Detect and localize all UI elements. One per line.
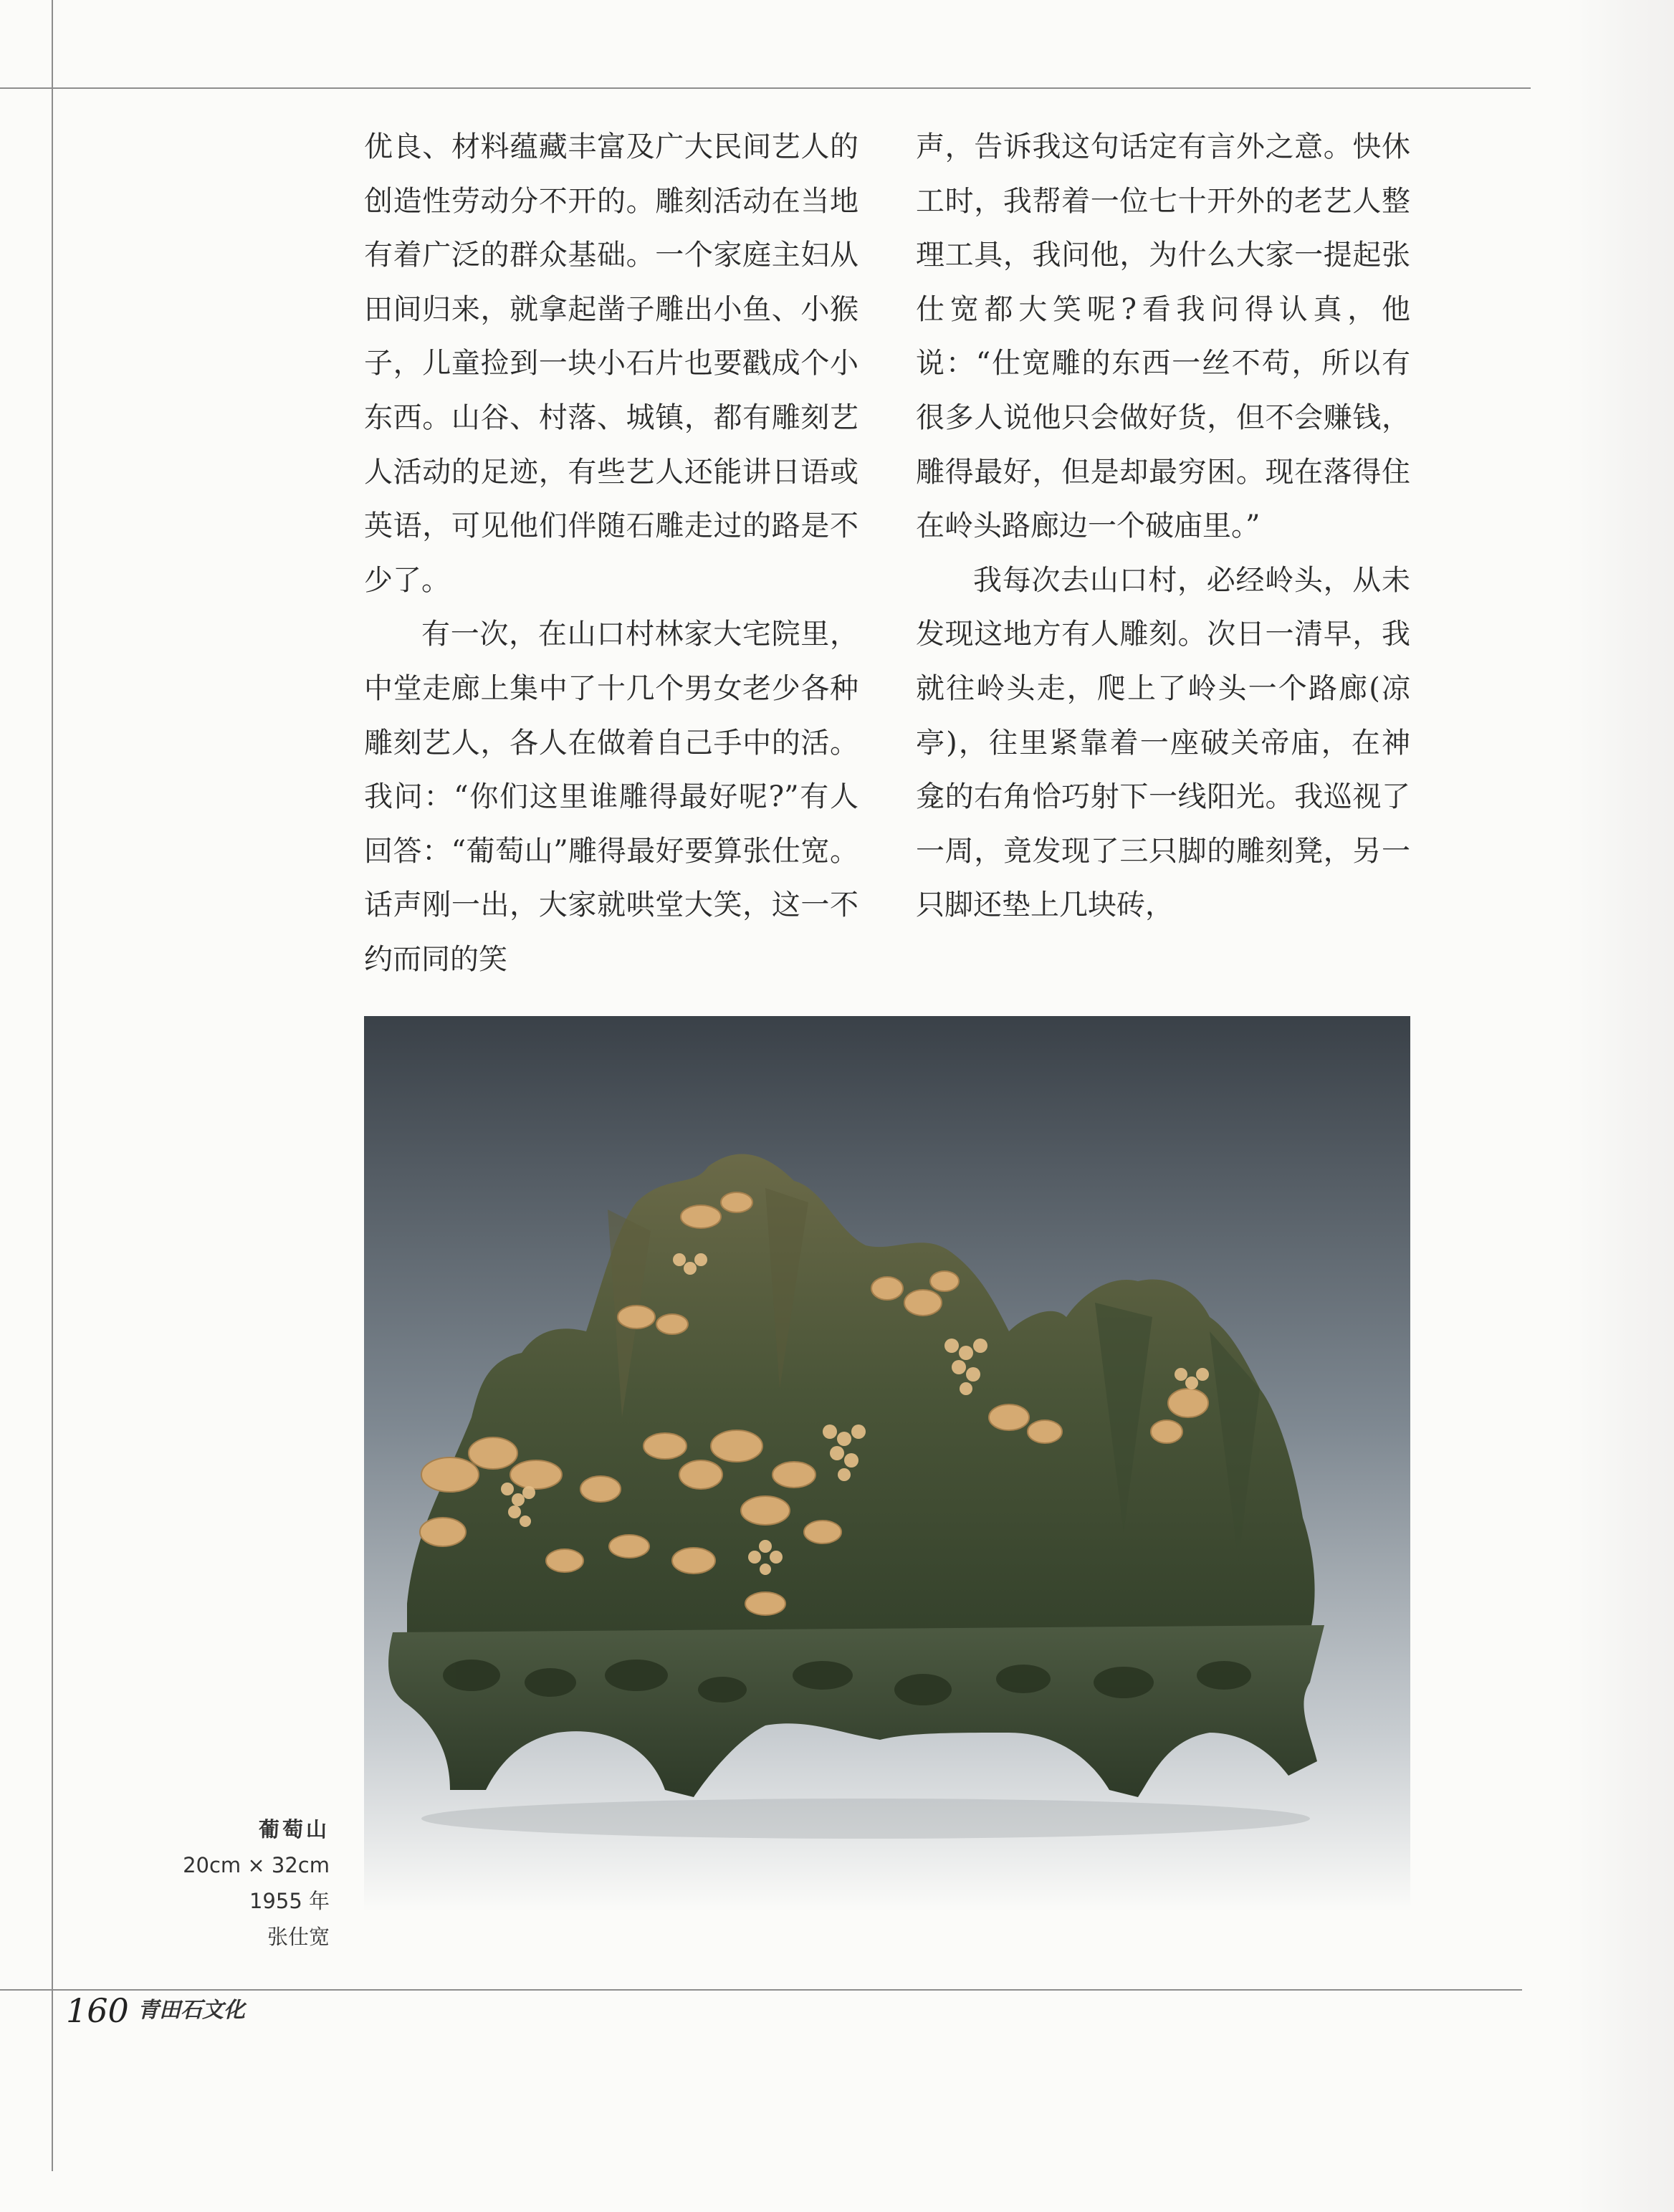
caption-title: 葡萄山 bbox=[258, 1817, 330, 1842]
scan-shadow bbox=[1567, 0, 1674, 2212]
grape-mountain-carving-photo bbox=[364, 1016, 1410, 1912]
caption-dimensions: 20cm × 32cm bbox=[183, 1853, 330, 1877]
header-rule bbox=[0, 87, 1531, 89]
caption-artist: 张仕宽 bbox=[267, 1925, 330, 1949]
photo-caption bbox=[129, 1811, 330, 1955]
paragraph: 优良、材料蕴藏丰富及广大民间艺人的创造性劳动分不开的。雕刻活动在当地有着广泛的群众基础。一个家庭主妇从田间归来，就拿起凿子雕出小鱼、小猴子，儿童捡到一块小石片也要戳成个小东西。山谷、村落、城镇，都有雕刻艺人活动的足迹，有些艺人还能讲日语或英语，可见他们伴随石雕走过的路是不少了。 bbox=[364, 130, 858, 597]
paragraph: 有一次，在山口村林家大宅院里，中堂走廊上集中了十几个男女老少各种雕刻艺人，各人在做着自己手中的活。我问：“你们这里谁雕得最好呢?”有人回答：“葡萄山”雕得最好要算张仕宽。话声刚一出，大家就哄堂大笑，这一不约而同的笑 bbox=[364, 618, 858, 976]
margin-rule bbox=[52, 0, 53, 2171]
paragraph: 声，告诉我这句话定有言外之意。快休工时，我帮着一位七十开外的老艺人整理工具，我问他，为什么大家一提起张仕宽都大笑呢?看我问得认真，他说：“仕宽雕的东西一丝不苟，所以有很多人说他只会做好货，但不会赚钱，雕得最好，但是却最穷困。现在落得住在岭头路廊边一个破庙里。” bbox=[916, 130, 1410, 543]
paragraph: 我每次去山口村，必经岭头，从未发现这地方有人雕刻。次日一清早，我就往岭头走，爬上了岭头一个路廊(凉亭)，往里紧靠着一座破关帝庙，在神龛的右角恰巧射下一线阳光。我巡视了一周，竟发现了三只脚的雕刻凳，另一只脚还垫上几块砖， bbox=[916, 563, 1410, 922]
page-number: 160 bbox=[66, 1991, 129, 2030]
article-column-left bbox=[364, 120, 858, 987]
running-title: 青田石文化 bbox=[138, 1998, 245, 2023]
footer-rule bbox=[0, 1989, 1522, 1991]
caption-year: 1955 年 bbox=[249, 1889, 330, 1913]
article-column-right bbox=[916, 120, 1410, 933]
